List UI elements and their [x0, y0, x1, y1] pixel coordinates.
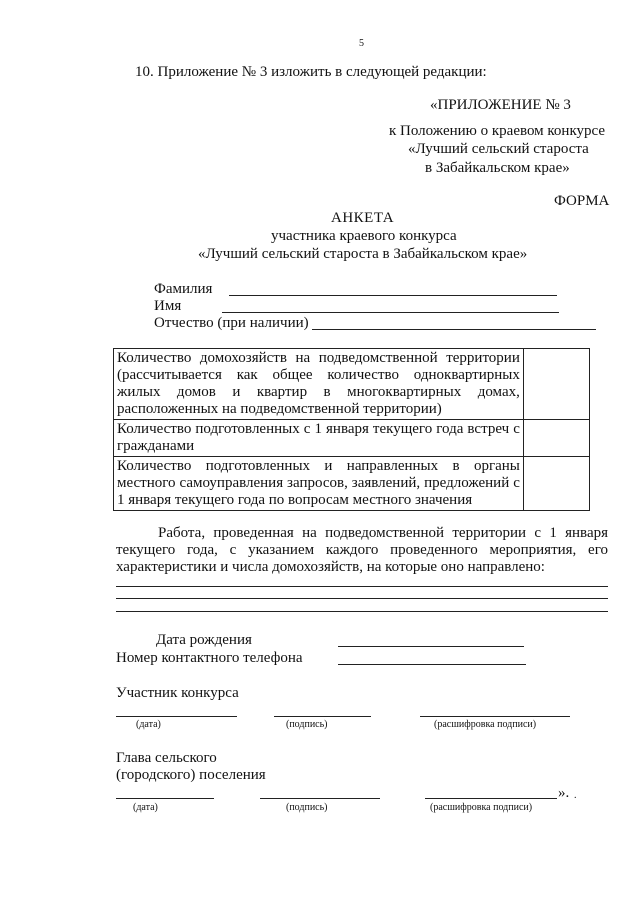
head-label-line-2: (городского) поселения: [116, 767, 266, 783]
page-number: 5: [359, 38, 364, 49]
participant-decode-line[interactable]: [420, 716, 570, 717]
head-signature-caption: (подпись): [286, 802, 328, 813]
participant-signature-caption: (подпись): [286, 719, 328, 730]
participant-date-caption: (дата): [136, 719, 161, 730]
participant-label: Участник конкурса: [116, 685, 239, 701]
surname-line[interactable]: [229, 295, 557, 296]
patronymic-label: Отчество (при наличии): [154, 315, 309, 331]
name-line[interactable]: [222, 312, 559, 313]
statistics-table: [113, 348, 590, 511]
table-row: [114, 457, 590, 511]
head-date-line[interactable]: [116, 798, 214, 799]
birth-date-line[interactable]: [338, 646, 524, 647]
table-cell-value[interactable]: [523, 349, 589, 420]
closing-mark: .: [574, 790, 577, 801]
questionnaire-subtitle-1: участника краевого конкурса: [271, 228, 457, 244]
appendix-line-1: к Положению о краевом конкурсе: [389, 123, 606, 139]
head-signature-line[interactable]: [260, 798, 380, 799]
table-cell-value[interactable]: [523, 457, 589, 511]
intro-text: 10. Приложение № 3 изложить в следующей редакции:: [135, 64, 487, 80]
table-cell-label: Количество подготовленных и направленных в органы местного самоуправления запросов, заявлений, предложений с 1 января текущего года по вопросам местного значения: [114, 457, 524, 511]
appendix-line-3: в Забайкальском крае»: [425, 160, 570, 176]
table-row: [114, 349, 590, 420]
form-label: ФОРМА: [554, 193, 610, 209]
appendix-line-2: «Лучший сельский староста: [408, 141, 589, 157]
table-cell-label: Количество домохозяйств на подведомственной территории (рассчитывается как общее количество одноквартирных жилых домов и квартир в многоквартирных домах, расположенных на подведомственной территории): [114, 349, 524, 420]
work-blank-line-1[interactable]: [116, 586, 608, 587]
birth-date-label: Дата рождения: [156, 632, 252, 648]
head-decode-caption: (расшифровка подписи): [430, 802, 533, 813]
table-row: [114, 420, 590, 457]
work-blank-line-3[interactable]: [116, 611, 608, 612]
table-cell-label: Количество подготовленных с 1 января текущего года встреч с гражданами: [114, 420, 524, 457]
name-label: Имя: [154, 298, 182, 314]
phone-line[interactable]: [338, 664, 526, 665]
participant-signature-line[interactable]: [274, 716, 371, 717]
participant-decode-caption: (расшифровка подписи): [434, 719, 537, 730]
surname-label: Фамилия: [154, 281, 213, 297]
patronymic-line[interactable]: [312, 329, 596, 330]
closing-quote: ».: [558, 785, 570, 801]
head-label-line-1: Глава сельского: [116, 750, 217, 766]
phone-label: Номер контактного телефона: [116, 650, 303, 666]
work-paragraph: Работа, проведенная на подведомственной территории с 1 января текущего года, с указанием каждого проведенного мероприятия, его характеристики и числа домохозяйств, на которые оно направлено:: [116, 525, 608, 575]
head-decode-line[interactable]: [425, 798, 557, 799]
head-date-caption: (дата): [133, 802, 158, 813]
table-cell-value[interactable]: [523, 420, 589, 457]
questionnaire-title: АНКЕТА: [331, 210, 395, 226]
questionnaire-subtitle-2: «Лучший сельский староста в Забайкальском крае»: [198, 246, 528, 262]
appendix-title: «ПРИЛОЖЕНИЕ № 3: [430, 97, 571, 113]
participant-date-line[interactable]: [116, 716, 237, 717]
work-blank-line-2[interactable]: [116, 598, 608, 599]
